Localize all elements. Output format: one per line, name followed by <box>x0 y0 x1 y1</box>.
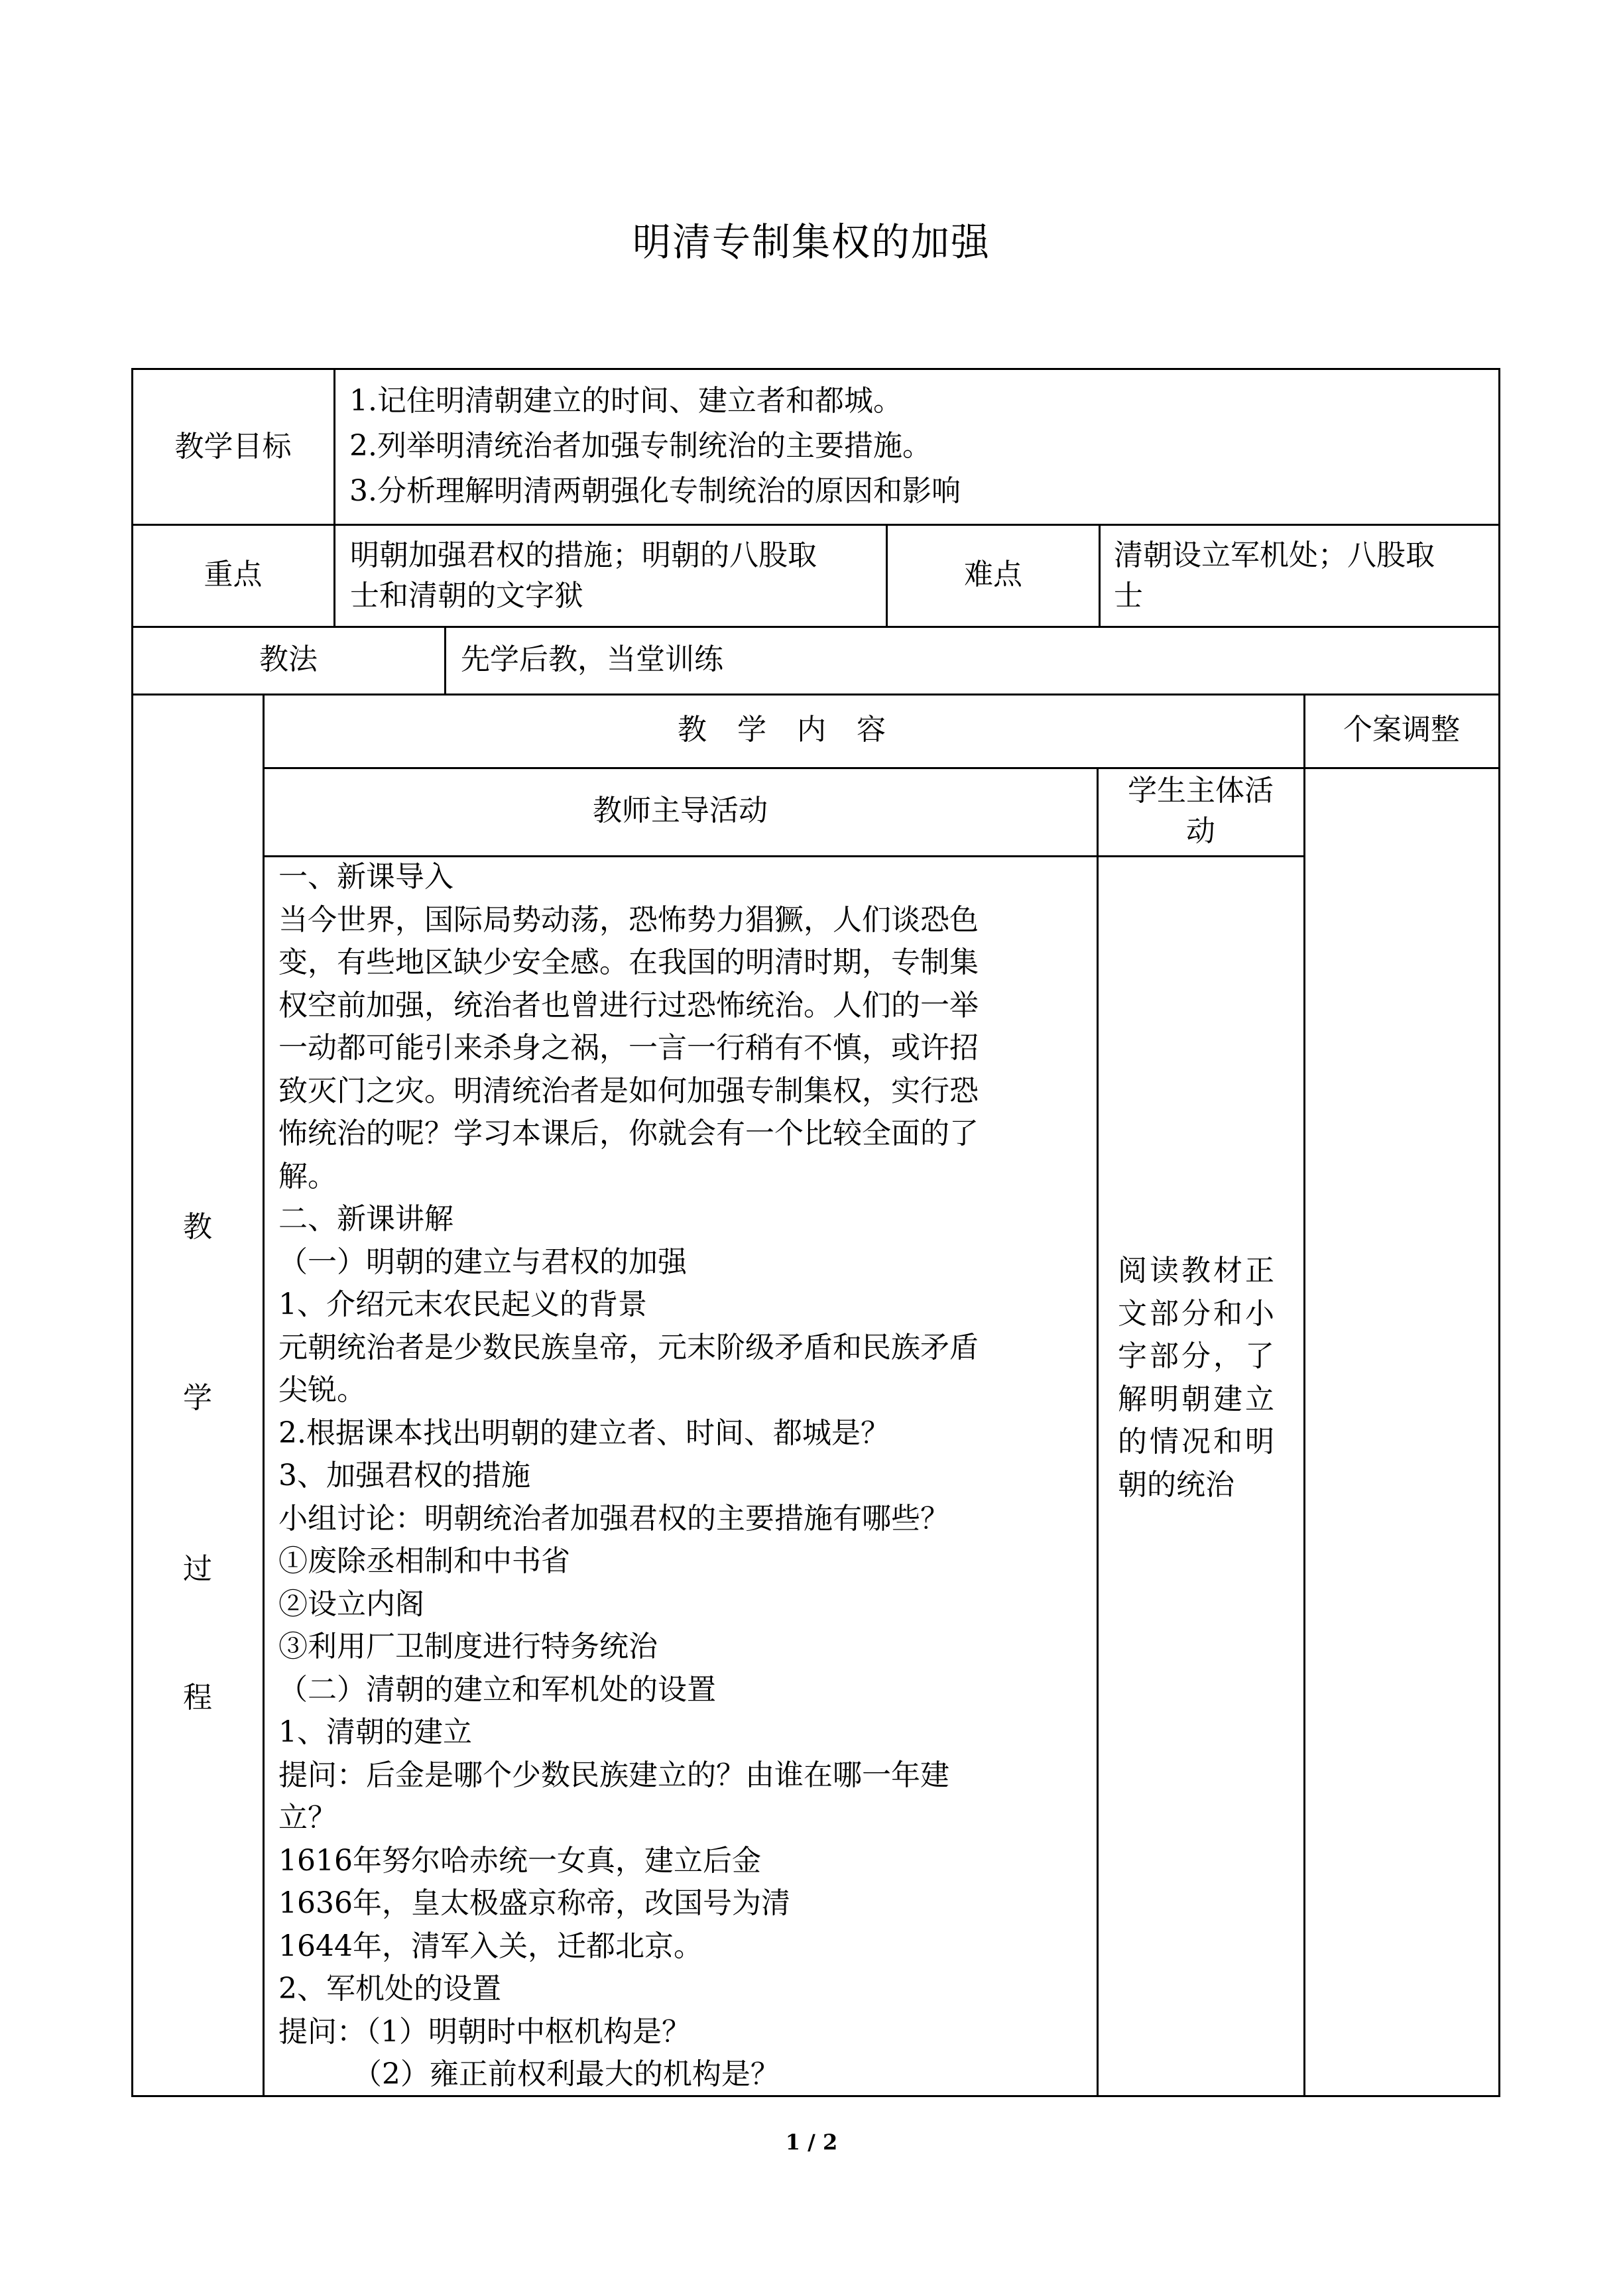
process-label-char: 过 <box>183 1552 212 1586</box>
teacher-line: 3、加强君权的措施 <box>278 1459 530 1492</box>
teacher-line: 尖锐。 <box>278 1373 366 1407</box>
difficulties-line: 清朝设立军机处；八股取 <box>1114 538 1435 572</box>
teacher-line: （2）雍正前权利最大的机构是？ <box>278 2057 780 2091</box>
teacher-line: 当今世界，国际局势动荡，恐怖势力猖獗，人们谈恐色 <box>278 903 979 937</box>
method-value: 先学后教，当堂训练 <box>461 642 723 676</box>
teacher-line: 1、介绍元末农民起义的背景 <box>278 1288 647 1321</box>
student-line: 朝的统治 <box>1118 1468 1234 1502</box>
objectives-label: 教学目标 <box>174 430 292 463</box>
process-label-char: 教 <box>183 1210 212 1244</box>
teacher-line: 2.根据课本找出明朝的建立者、时间、都城是？ <box>278 1416 890 1450</box>
teacher-line: 怖统治的呢？学习本课后，你就会有一个比较全面的了 <box>278 1117 979 1150</box>
student-line: 解明朝建立 <box>1118 1382 1277 1416</box>
table-rule <box>1303 694 1305 2097</box>
table-rule <box>1099 524 1101 628</box>
teacher-line: （二）清朝的建立和军机处的设置 <box>278 1673 716 1707</box>
teacher-line: 二、新课讲解 <box>278 1202 453 1236</box>
method-label: 教法 <box>259 642 318 676</box>
teacher-line: 立？ <box>278 1801 337 1835</box>
key-points-line: 士和清朝的文字狱 <box>350 579 583 613</box>
table-rule <box>333 368 335 628</box>
objective-item: 2.列举明清统治者加强专制统治的主要措施。 <box>349 429 932 463</box>
student-header-line: 学生主体活 <box>1128 774 1274 808</box>
table-border-right <box>1498 368 1500 2097</box>
teacher-line: 小组讨论：明朝统治者加强君权的主要措施有哪些？ <box>278 1502 949 1536</box>
teacher-line: ①废除丞相制和中书省 <box>278 1544 570 1578</box>
teacher-line: 解。 <box>278 1160 337 1193</box>
student-line: 的情况和明 <box>1118 1425 1277 1459</box>
student-line: 文部分和小 <box>1118 1297 1277 1331</box>
difficulties-label: 难点 <box>964 558 1022 591</box>
table-rule <box>1097 767 1099 2097</box>
teacher-line: 一动都可能引来杀身之祸，一言一行稍有不慎，或许招 <box>278 1031 979 1065</box>
key-points-label: 重点 <box>204 558 263 591</box>
table-rule <box>263 694 265 2097</box>
teacher-line: 1636年，皇太极盛京称帝，改国号为清 <box>278 1886 790 1920</box>
page-number: 1 / 2 <box>785 2130 838 2155</box>
teacher-line: 1、清朝的建立 <box>278 1715 472 1749</box>
objective-item: 3.分析理解明清两朝强化专制统治的原因和影响 <box>349 474 961 508</box>
objective-item: 1.记住明清朝建立的时间、建立者和都城。 <box>349 384 902 418</box>
teacher-line: 元朝统治者是少数民族皇帝，元末阶级矛盾和民族矛盾 <box>278 1331 979 1364</box>
teacher-line: 致灭门之灾。明清统治者是如何加强专制集权，实行恐 <box>278 1074 979 1108</box>
teacher-line: 提问：后金是哪个少数民族建立的？由谁在哪一年建 <box>278 1758 949 1792</box>
teacher-line: （一）明朝的建立与君权的加强 <box>278 1245 687 1279</box>
key-points-line: 明朝加强君权的措施；明朝的八股取 <box>350 538 817 572</box>
adjust-header: 个案调整 <box>1343 713 1460 747</box>
table-border-top <box>131 368 1500 370</box>
teacher-line: 2、军机处的设置 <box>278 1972 501 2006</box>
teacher-line: 1616年努尔哈赤统一女真，建立后金 <box>278 1844 761 1878</box>
student-header-line: 动 <box>1186 814 1215 848</box>
table-rule <box>444 626 446 695</box>
process-label-char: 程 <box>183 1681 212 1715</box>
content-header: 教 学 内 容 <box>678 713 890 747</box>
teacher-line: 提问：（1）明朝时中枢机构是？ <box>278 2015 691 2049</box>
table-rule <box>131 524 1500 526</box>
table-rule <box>263 767 1500 769</box>
teacher-line: 变，有些地区缺少安全感。在我国的明清时期，专制集 <box>278 945 979 979</box>
teacher-line: 一、新课导入 <box>278 860 453 894</box>
table-rule <box>131 626 1500 628</box>
table-rule <box>131 694 1500 695</box>
teacher-line: 1644年，清军入关，迁都北京。 <box>278 1929 703 1963</box>
teacher-line: ③利用厂卫制度进行特务统治 <box>278 1630 658 1663</box>
page-title: 明清专制集权的加强 <box>632 219 991 265</box>
teacher-header: 教师主导活动 <box>593 794 768 827</box>
difficulties-line: 士 <box>1114 579 1143 613</box>
student-line: 阅读教材正 <box>1118 1254 1277 1288</box>
process-label-char: 学 <box>183 1381 212 1415</box>
teacher-line: 权空前加强，统治者也曾进行过恐怖统治。人们的一举 <box>278 989 979 1022</box>
teacher-line: ②设立内阁 <box>278 1587 424 1621</box>
student-line: 字部分，了 <box>1118 1339 1277 1373</box>
